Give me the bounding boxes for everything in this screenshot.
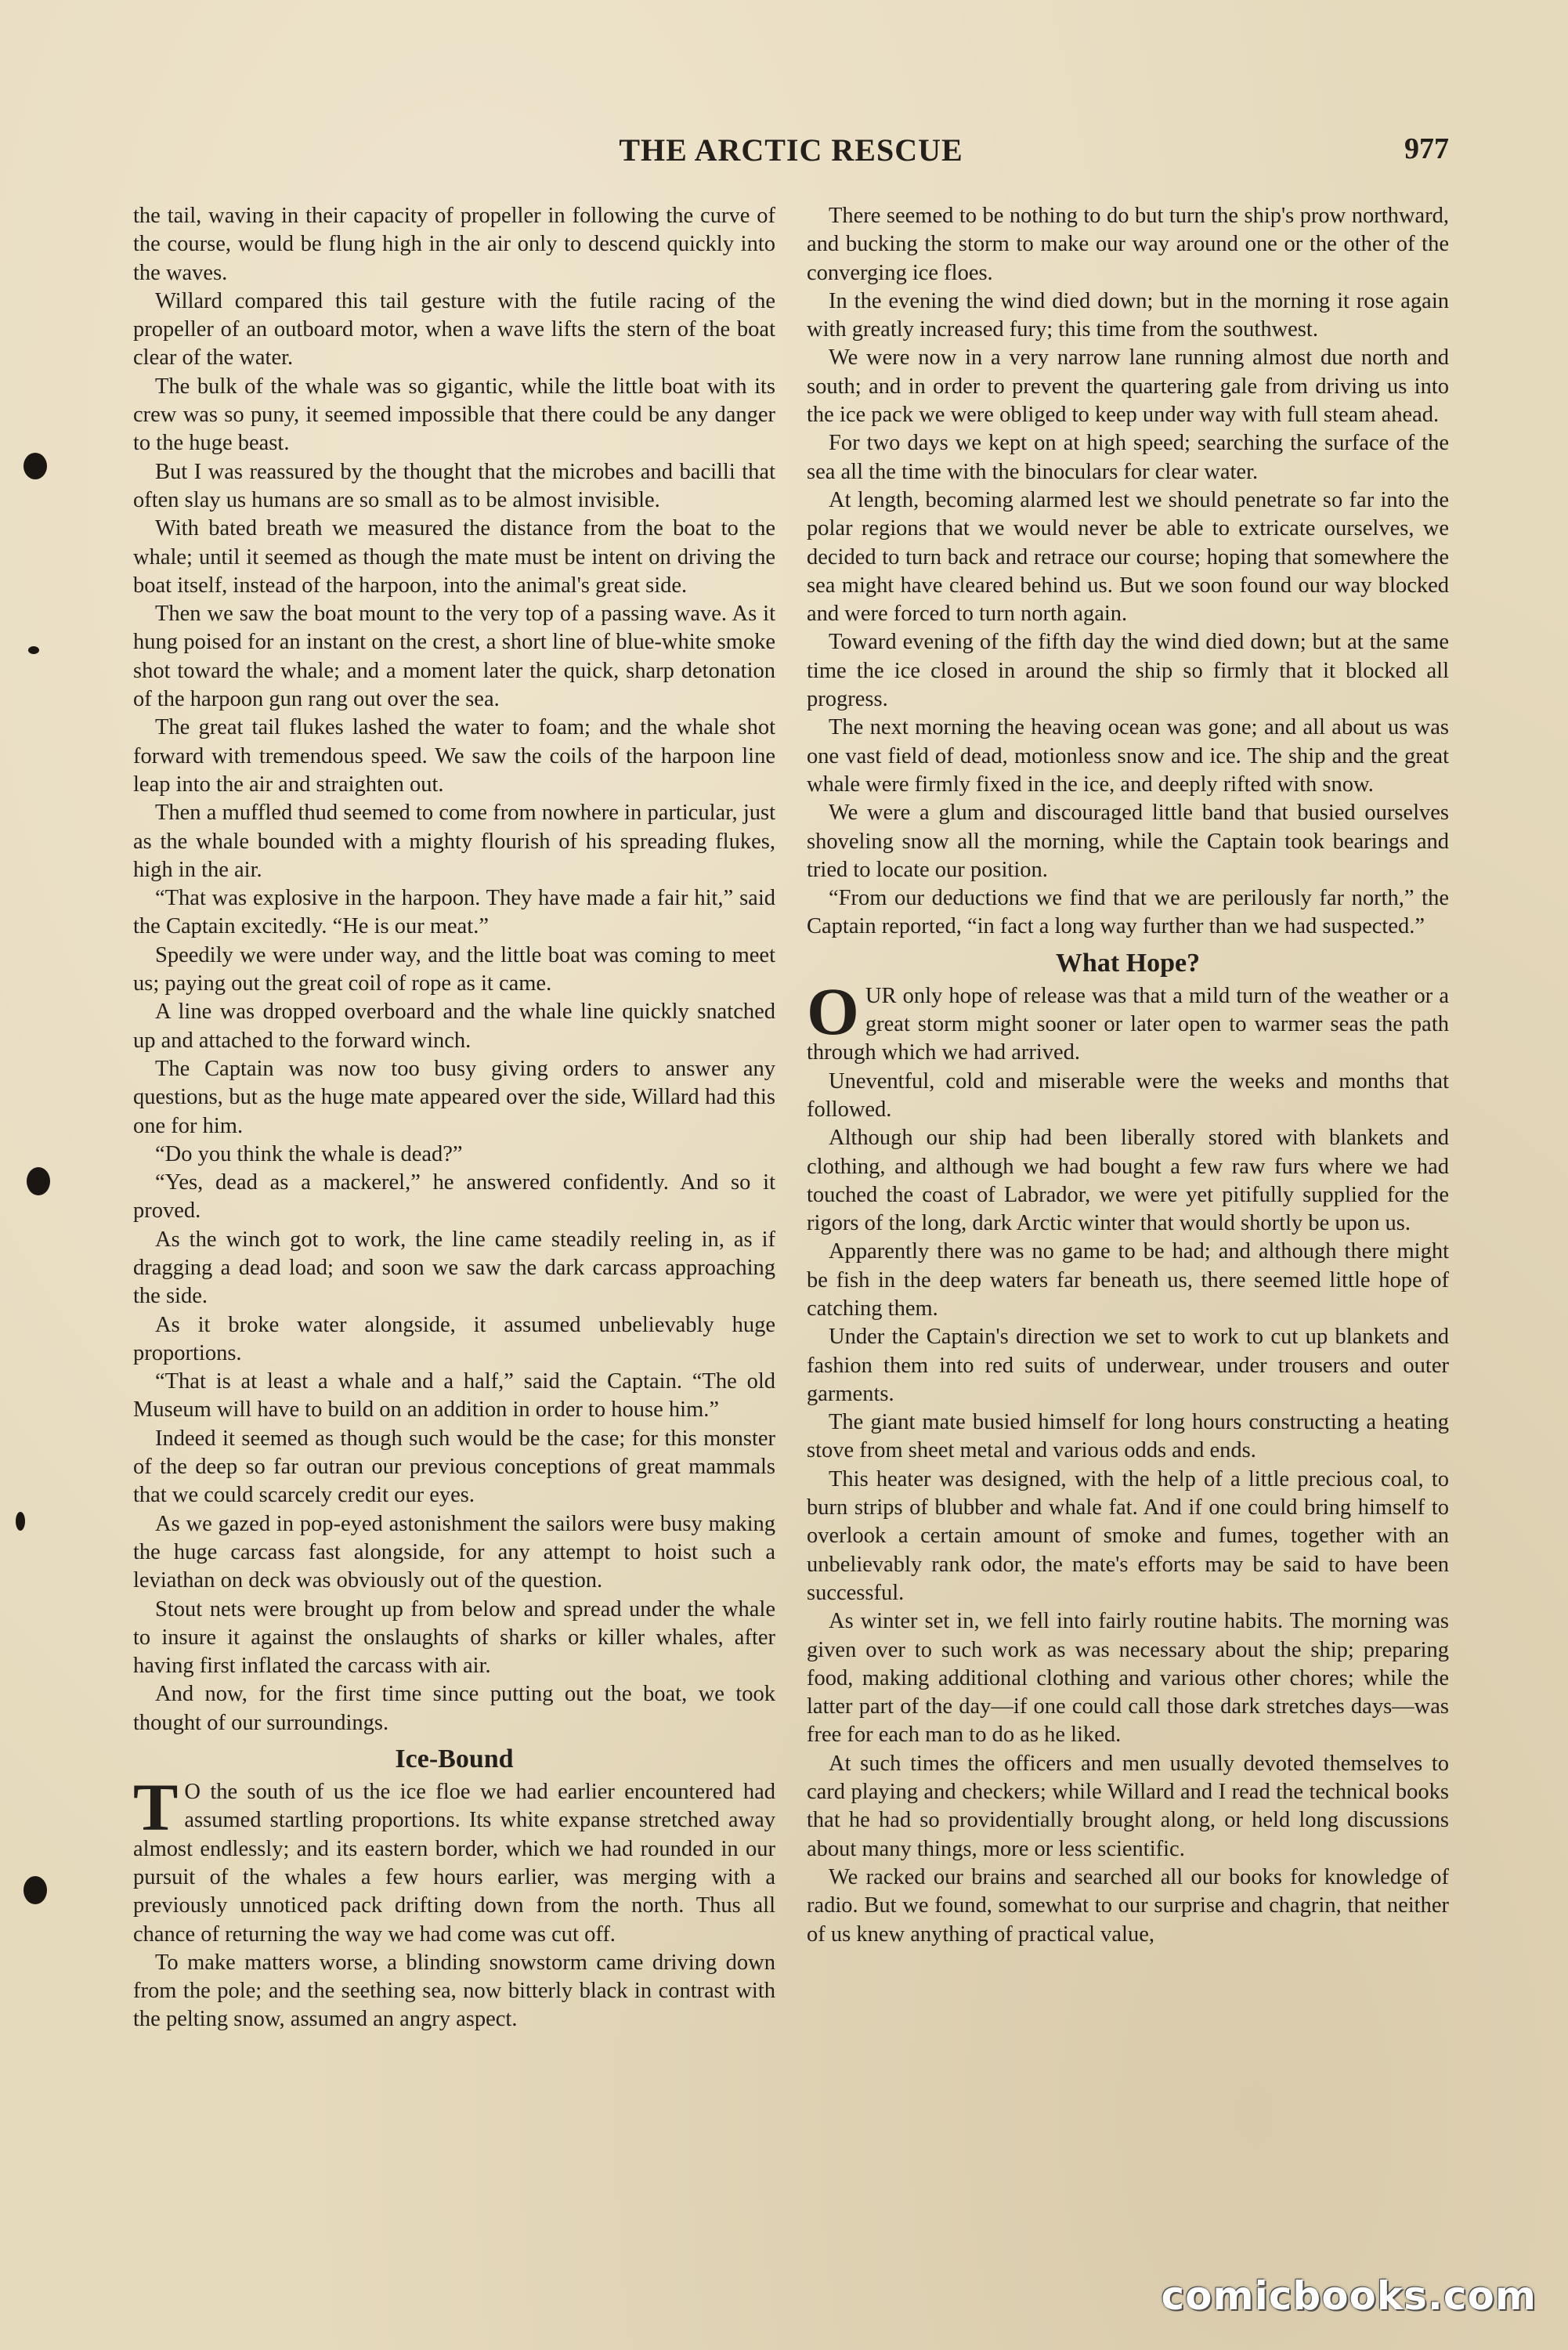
paragraph: For two days we kept on at high speed; searching the surface of the sea all the time with the binoculars for clear water.: [807, 431, 1449, 484]
paragraph: And now, for the first time since putting out the boat, we took thought of our surroundings.: [133, 1682, 775, 1735]
paragraph: There seemed to be nothing to do but turn the ship's prow northward, and bucking the storm to make our way around one or the other of the converging ice floes.: [807, 204, 1449, 285]
running-title: THE ARCTIC RESCUE: [619, 132, 963, 168]
paragraph: Then we saw the boat mount to the very top of a passing wave. As it hung poised for an instant on the crest, a short line of blue-white smoke shot toward the whale; and a moment later the quick, sharp detonation of the harpoon gun rang out over the sea.: [133, 602, 775, 712]
paragraph: In the evening the wind died down; but in the morning it rose again with greatly increased fury; this time from the southwest.: [807, 288, 1449, 342]
binding-hole: [27, 1167, 50, 1195]
paragraph: “Yes, dead as a mackerel,” he answered confidently. And so it proved.: [133, 1170, 775, 1224]
right-column: [807, 202, 1449, 1949]
paragraph-text: O the south of us the ice floe we had earlier encountered had assumed startling proportions. Its white expanse stretched away almost endlessly; and its eastern border, which we had rounded in our pursuit of the whales a few hours earlier, was merging with a previously unnoticed pack drifting down from the north. Thus all chance of returning the way we had come was cut off.: [133, 1780, 775, 1947]
paragraph: The bulk of the whale was so gigantic, while the little boat with its crew was so puny, it seemed impossible that there could be any danger to the huge beast.: [133, 374, 775, 456]
paragraph: “From our deductions we find that we are perilously far north,” the Captain reported, “in fact a long way further than we had suspected.”: [807, 886, 1449, 939]
paragraph: The giant mate busied himself for long hours constructing a heating stove from sheet metal and various odds and ends.: [807, 1410, 1449, 1463]
paragraph: The great tail flukes lashed the water to foam; and the whale shot forward with tremendous speed. We saw the coils of the harpoon line leap into the air and straighten out.: [133, 715, 775, 797]
paragraph: To make matters worse, a blinding snowstorm came driving down from the pole; and the seething sea, now bitterly black in contrast with the pelting snow, assumed an angry aspect.: [133, 1950, 775, 2032]
left-column: [133, 202, 775, 2034]
paragraph: the tail, waving in their capacity of propeller in following the curve of the course, would be flung high in the air only to descend quickly into the waves.: [133, 204, 775, 285]
paragraph: “Do you think the whale is dead?”: [155, 1141, 463, 1166]
page-number: 977: [1404, 132, 1449, 165]
paragraph-text: UR only hope of release was that a mild turn of the weather or a great storm might sooner or later open to warmer seas the path through which we had arrived.: [807, 983, 1449, 1065]
paragraph: We were now in a very narrow lane running almost due north and south; and in order to prevent the quartering gale from driving us into the ice pack we were obliged to keep under way with full steam ahead.: [807, 345, 1449, 428]
paragraph: As winter set in, we fell into fairly routine habits. The morning was given over to such work as was necessary about the ship; preparing food, making additional clothing and various other chores; while the latter part of the day—if one could call those dark stretches days—was free for each man to do as he liked.: [807, 1609, 1449, 1748]
paragraph: But I was reassured by the thought that the microbes and bacilli that often slay us humans are so small as to be almost invisible.: [133, 459, 775, 512]
paragraph: Under the Captain's direction we set to work to cut up blankets and fashion them into red suits of underwear, under trousers and outer garments.: [807, 1325, 1449, 1406]
paragraph: Apparently there was no game to be had; and although there might be fish in the deep waters far beneath us, there seemed little hope of catching them.: [807, 1239, 1449, 1321]
paragraph: With bated breath we measured the distance from the boat to the whale; until it seemed as though the mate must be intent on driving the boat itself, instead of the harpoon, into the animal's great side.: [133, 516, 775, 598]
paragraph: Stout nets were brought up from below and spread under the whale to insure it against the onslaughts of sharks or killer whales, after having first inflated the carcass with air.: [133, 1596, 775, 1679]
paragraph: The Captain was now too busy giving orders to answer any questions, but as the huge mate appeared over the side, Willard had this one for him.: [133, 1056, 775, 1138]
paragraph: The next morning the heaving ocean was gone; and all about us was one vast field of dead, motionless snow and ice. The ship and the great whale were firmly fixed in the ice, and deeply rifted with snow.: [807, 715, 1449, 797]
drop-cap: T: [133, 1770, 179, 1846]
running-header: [133, 132, 1449, 179]
paragraph: As it broke water alongside, it assumed unbelievably huge proportions.: [133, 1312, 775, 1365]
paragraph: As we gazed in pop-eyed astonishment the sailors were busy making the huge carcass fast alongside, for any attempt to hoist such a leviathan on deck was obviously out of the question.: [133, 1511, 775, 1593]
binding-hole: [16, 1512, 25, 1531]
paragraph: As the winch got to work, the line came steadily reeling in, as if dragging a dead load; and soon we saw the dark carcass approaching the side.: [133, 1227, 775, 1309]
binding-hole: [23, 1876, 47, 1904]
section-first-paragraph: [133, 1770, 775, 1949]
paragraph: Willard compared this tail gesture with the futile racing of the propeller of an outboard motor, when a wave lifts the stern of the boat clear of the water.: [133, 288, 775, 371]
paragraph: Uneventful, cold and miserable were the weeks and months that followed.: [807, 1068, 1449, 1122]
watermark-logo: comicbooks.com: [1161, 2273, 1537, 2319]
paragraph: Indeed it seemed as though such would be the case; for this monster of the deep so far outran our previous conceptions of great mammals that we could scarcely credit our eyes.: [133, 1426, 775, 1508]
paragraph: At length, becoming alarmed lest we should penetrate so far into the polar regions that we would never be able to extricate ourselves, we decided to turn back and retrace our course; hoping that somewhere the sea might have cleared behind us. But we soon found our way blocked and were forced to turn north again.: [807, 487, 1449, 627]
section-heading: What Hope?: [1055, 948, 1201, 978]
section-heading: Ice-Bound: [395, 1744, 514, 1774]
paragraph: Toward evening of the fifth day the wind died down; but at the same time the ice closed in around the ship so firmly that it blocked all progress.: [807, 630, 1449, 712]
drop-cap: O: [807, 973, 859, 1049]
paragraph: We racked our brains and searched all our books for knowledge of radio. But we found, somewhat to our surprise and chagrin, that neither of us knew anything of practical value,: [807, 1864, 1449, 1947]
section-first-paragraph: [807, 973, 1449, 1068]
paragraph: This heater was designed, with the help of a little precious coal, to burn strips of blubber and whale fat. And if one could bring himself to overlook a certain amount of smoke and fumes, together with an unbelievably rank odor, the mate's efforts may be said to have been successful.: [807, 1466, 1449, 1605]
paragraph: We were a glum and discouraged little band that busied ourselves shoveling snow all the morning, while the Captain took bearings and tried to locate our position.: [807, 801, 1449, 882]
binding-hole: [28, 646, 39, 654]
paragraph: Although our ship had been liberally stored with blankets and clothing, and although we had bought a few raw furs where we had touched the coast of Labrador, we were yet pitifully supplied for the rigors of the long, dark Arctic winter that would shortly be upon us.: [807, 1126, 1449, 1236]
paragraph: At such times the officers and men usually devoted themselves to card playing and checkers; while Willard and I read the technical books that he had so providentially brought along, or held long discussions about many things, more or less scientific.: [807, 1751, 1449, 1861]
paragraph: “That is at least a whale and a half,” said the Captain. “The old Museum will have to build on an addition in order to house him.”: [133, 1369, 775, 1423]
paragraph: Then a muffled thud seemed to come from nowhere in particular, just as the whale bounded with a mighty flourish of his spreading flukes, high in the air.: [133, 801, 775, 882]
paragraph: “That was explosive in the harpoon. They have made a fair hit,” said the Captain excitedly. “He is our meat.”: [133, 886, 775, 939]
paragraph: A line was dropped overboard and the whale line quickly snatched up and attached to the forward winch.: [133, 1000, 775, 1053]
paragraph: Speedily we were under way, and the little boat was coming to meet us; paying out the great coil of rope as it came.: [133, 942, 775, 996]
binding-hole: [23, 453, 47, 479]
